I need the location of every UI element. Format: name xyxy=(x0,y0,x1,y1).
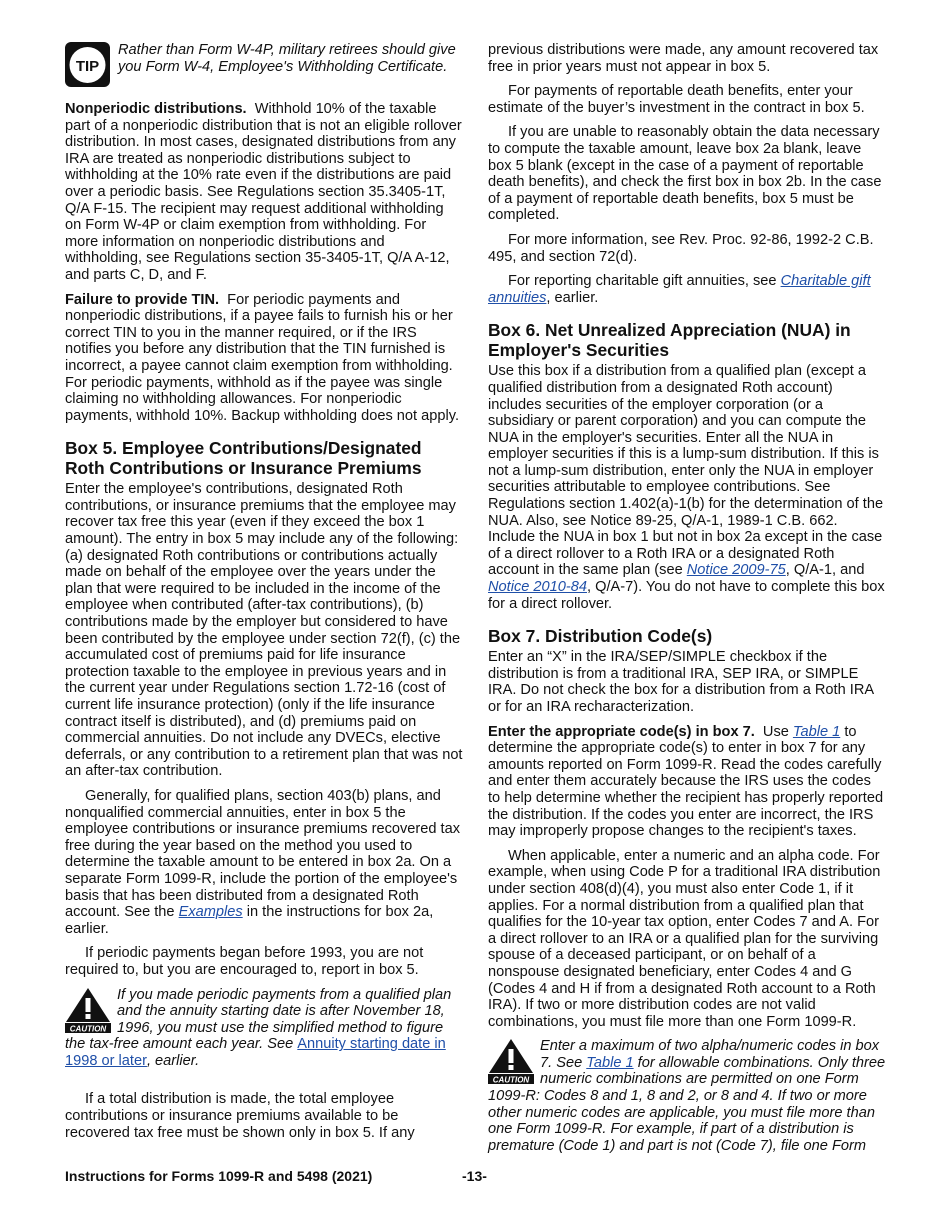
caution-icon xyxy=(65,987,111,1033)
box7-paragraph-1: Enter an “X” in the IRA/SEP/SIMPLE checkbox if the distribution is from a traditional IRA, SEP IRA, or SIMPLE IRA. Do not check the box for a distribution from a Roth IRA or for an IRA recharacterization. xyxy=(488,649,874,715)
box6-paragraph xyxy=(488,363,886,612)
caution-icon xyxy=(488,1038,534,1084)
examples-link[interactable]: Examples xyxy=(178,904,243,921)
box5-p2-text: Generally, for qualified plans, section 403(b) plans, and nonqualified commercial annuities, enter in box 5 the employee contributions or insurance premiums recovered tax free during the year based on the method you used to determine the taxable amount to be entered in box 2a. On a separate Form 1099-R, include the portion of the employee's basis that has been distributed from a designated Roth account. See the xyxy=(65,787,461,921)
tip-block xyxy=(65,42,463,87)
box7-paragraph-3: When applicable, enter a numeric and an alpha code. For example, when using Code P for a traditional IRA distribution under section 408(d)(4), you must also enter Code 1, if it applies. For a normal distribution from a qualified plan that qualifies for the 10-year tax option, enter Codes 7 and A. For a direct rollover to an IRA or a qualified plan for the surviving spouse of a deceased participant, or on behalf of a nonspouse designated beneficiary, enter Codes 4 and G (Codes 4 and H if from a designated Roth account to a Roth IRA). If two or more distribution codes are not valid combinations, you must file more than one Form 1099-R. xyxy=(488,847,881,1030)
caution1-text: If you made periodic payments from a qualified plan and the annuity starting date is after November 18, 1996, you must use the simplified method to figure the tax-free amount each year. See xyxy=(65,986,452,1053)
caution-label: CAUTION xyxy=(492,1075,530,1085)
box6-text-2: , Q/A-7). You do not have to complete this box for a direct rollover. xyxy=(488,579,885,612)
box7-heading: Box 7. Distribution Code(s) xyxy=(488,626,713,647)
death-benefits-paragraph: For payments of reportable death benefits, enter your estimate of the buyer’s investment in the contract in box 5. xyxy=(488,83,865,116)
caution2-text: Enter a maximum of two alpha/numeric codes in box 7. See xyxy=(540,1038,880,1071)
caution-label: CAUTION xyxy=(69,1024,107,1033)
svg-text:TIP: TIP xyxy=(75,58,100,75)
notice-2009-75-link[interactable]: Notice 2009-75 xyxy=(686,562,786,579)
charitable-text: For reporting charitable gift annuities, see xyxy=(508,273,777,290)
tin-paragraph xyxy=(65,292,463,425)
caution2-after: for allowable combinations. Only three numeric combinations are permitted on one Form 1099-R: Codes 8 and 1, 8 and 2, or 8 and 4. If two or more other numeric codes are applicable, you must file more than one Form 1099-R. For example, if part of a distribution is premature (Code 1) and part is not (Code 7), file one Form xyxy=(488,1054,886,1154)
box5-paragraph-1: Enter the employee's contributions, designated Roth contributions, or insurance premiums that the employee may recover tax free this year (even if they exceed the box 1 amount). The entry in box 5 may include any of the following: (a) designated Roth contributions or contributions actually made on behalf of the employee over the years under the plan that were required to be included in the income of the employee when contributed (after-tax contributions), (b) contributions made by the employer but considered to have been contributed by the employee under section 72(f), (c) the accumulated cost of premiums paid for life insurance protection taxable to the employee in previous years and in the current year under Regulations section 1.72-16 (cost of current life insurance protection) (only if the life insurance contract itself is distributed), and (d) premiums paid on commercial annuities. Do not include any DVECs, elective deferrals, or any contribution to a retirement plan that was not an after-tax contribution. xyxy=(65,481,463,780)
tin-lead: Failure to provide TIN. xyxy=(65,291,220,308)
continued-paragraph: previous distributions were made, any amount recovered tax free in prior years must not appear in box 5. xyxy=(488,42,879,75)
tin-text: For periodic payments and nonperiodic distributions, if a payee fails to furnish his or her correct TIN to you in the manner required, or if the IRS notifies you before any distribution that the TIN furnished is incorrect, a payee cannot claim exemption from withholding. For periodic payments, withhold as if the payee was single claiming no withholding allowances. For nonperiodic payments, withhold 10%. Backup withholding does not apply. xyxy=(65,291,460,424)
footer-title: Instructions for Forms 1099-R and 5498 (2021) xyxy=(65,1168,373,1184)
right-column xyxy=(488,42,886,1168)
more-info-paragraph: For more information, see Rev. Proc. 92-86, 1992-2 C.B. 495, and section 72(d). xyxy=(488,231,874,265)
caution1-after: , earlier. xyxy=(146,1052,200,1069)
box5-paragraph-2 xyxy=(65,788,463,937)
unable-paragraph: If you are unable to reasonably obtain the data necessary to compute the taxable amount, leave box 2a blank, leave box 5 blank (except in the case of a payment of reportable death benefits), and check the first box in box 2b. In the case of a payment of reportable death benefits, box 5 must be completed. xyxy=(488,124,882,224)
caution-table-1-link[interactable]: Table 1 xyxy=(586,1054,634,1071)
caution-block-1 xyxy=(65,987,463,1070)
left-column xyxy=(65,42,463,1149)
box5-paragraph-4: If a total distribution is made, the total employee contributions or insurance premiums available to be recovered tax free must be shown only in box 5. If any xyxy=(65,1091,415,1141)
caution-block-2 xyxy=(488,1038,886,1154)
nonperiodic-text: Withhold 10% of the taxable part of a nonperiodic distribution that is not an eligible rollover distribution. In most cases, designated distributions from any IRA are treated as nonperiodic distributions subject to withholding at the 10% rate even if the distributions are paid over a periodic basis. See Regulations section 35.3405-1T, Q/A F-15. The recipient may request additional withholding on Form W-4P or claim exemption from withholding. For more information on nonperiodic distributions and withholding, see Regulations section 35-3405-1T, Q/A A-12, and parts C, D, and F. xyxy=(65,101,462,283)
box5-paragraph-3: If periodic payments began before 1993, you are not required to, but you are encouraged to, report in box 5. xyxy=(65,945,424,978)
box7-use: Use xyxy=(762,723,789,740)
box6-text-1: Use this box if a distribution from a qualified plan (except a qualified distribution from a designated Roth account) includes securities of the employer corporation (or a subsidiary or parent corporation) and you can compute the NUA in the employer's securities. Enter all the NUA in employer securities if this is a lump-sum distribution. If this is not a lump-sum distribution, enter only the NUA in employer securities attributable to employee contributions. See Regulations section 1.402(a)-1(b) for the determination of the NUA. Also, see Notice 89-25, Q/A-1, 1989-1 C.B. 662. Include the NUA in box 1 but not in box 2a except in the case of a direct rollover to a Roth IRA or a designated Roth account in the same plan (see xyxy=(488,363,884,579)
table-1-link[interactable]: Table 1 xyxy=(792,723,841,740)
annuity-starting-date-link[interactable]: Annuity starting date in 1998 or later xyxy=(65,1036,446,1069)
box7-lead: Enter the appropriate code(s) in box 7. xyxy=(488,723,755,740)
box6-mid: , Q/A-1, and xyxy=(785,562,865,579)
box5-p2-after: in the instructions for box 2a, earlier. xyxy=(65,904,434,937)
charitable-after: , earlier. xyxy=(546,289,599,306)
nonperiodic-paragraph xyxy=(65,101,463,284)
box5-heading: Box 5. Employee Contributions/Designated Roth Contributions or Insurance Premiums xyxy=(65,438,422,479)
charitable-paragraph xyxy=(488,273,886,306)
page-footer xyxy=(65,1168,885,1184)
charitable-gift-annuities-link[interactable]: Charitable gift annuities xyxy=(488,273,871,306)
notice-2010-84-link[interactable]: Notice 2010-84 xyxy=(488,579,587,596)
box6-heading: Box 6. Net Unrealized Appreciation (NUA) in Employer's Securities xyxy=(488,320,851,361)
box7-p2-after: to determine the appropriate code(s) to enter in box 7 for any amounts reported on Form 1099-R. Read the codes carefully and enter them accurately because the IRS uses the codes to help determine whether the recipient has properly reported the distribution. If the codes you enter are incorrect, the IRS may improperly propose changes to the recipient's taxes. xyxy=(488,723,884,840)
tip-text: Rather than Form W-4P, military retirees should give you Form W-4, Employee's Withholding Certificate. xyxy=(118,42,456,75)
box7-paragraph-2 xyxy=(488,724,886,840)
nonperiodic-lead: Nonperiodic distributions. xyxy=(65,101,247,117)
tip-icon xyxy=(65,42,110,87)
page-number: -13- xyxy=(462,1168,487,1184)
